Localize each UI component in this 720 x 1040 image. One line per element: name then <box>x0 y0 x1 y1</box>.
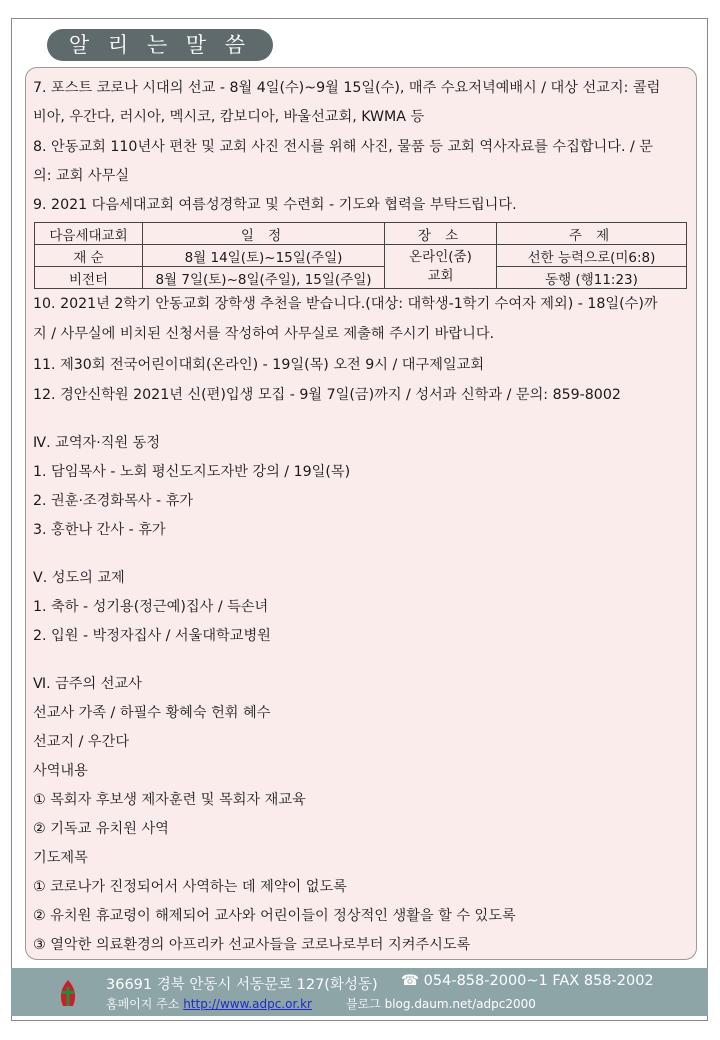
section-header: 알 리 는 말 씀 <box>47 29 273 61</box>
footer-contact <box>106 973 654 994</box>
place-line: 교회 <box>427 267 454 284</box>
table-cell: 동행 (행11:23) <box>497 267 687 289</box>
table-header: 주 제 <box>497 223 687 245</box>
homepage-label: 홈페이지 주소 <box>106 997 180 1011</box>
section-title: Ⅵ. 금주의 선교사 <box>33 676 142 692</box>
list-item: ② 유치원 휴교령이 해제되어 교사와 어린이들이 정상적인 생활을 할 수 있도록 <box>33 908 516 924</box>
table-cell: 비전터 <box>35 267 143 289</box>
footer-address: 36691 경북 안동시 서동문로 127(화성동) <box>106 977 378 993</box>
section-title: Ⅴ. 성도의 교제 <box>33 570 125 586</box>
notice-line: 8. 안동교회 110년사 편찬 및 교회 사진 전시를 위해 사진, 물품 등 교회 역사자료를 수집합니다. / 문 <box>33 139 653 155</box>
table-header: 다음세대교회 <box>35 223 143 245</box>
table-cell: 8월 14일(토)~15일(주일) <box>143 245 385 267</box>
list-item: ③ 열악한 의료환경의 아프리카 선교사들을 코로나로부터 지켜주시도록 <box>33 937 471 953</box>
footer <box>11 968 708 1016</box>
table-row <box>35 245 687 267</box>
table-cell: 재 순 <box>35 245 143 267</box>
list-item: 2. 권훈·조경화목사 - 휴가 <box>33 493 194 509</box>
homepage-link[interactable]: http://www.adpc.or.kr <box>183 997 312 1011</box>
church-logo-icon <box>53 978 83 1008</box>
list-item: ① 목회자 후보생 제자훈련 및 목회자 재교육 <box>33 792 306 808</box>
list-item: 선교사 가족 / 하필수 황혜숙 헌휘 혜수 <box>33 705 271 721</box>
table-cell: 선한 능력으로(미6:8) <box>497 245 687 267</box>
table-row <box>35 267 687 289</box>
list-item: 2. 입원 - 박정자집사 / 서울대학교병원 <box>33 628 271 644</box>
table-header: 일 정 <box>143 223 385 245</box>
notice-line: 비아, 우간다, 러시아, 멕시코, 캄보디아, 바울선교회, KWMA 등 <box>33 109 425 125</box>
list-item: 기도제목 <box>33 850 88 866</box>
list-item: 선교지 / 우간다 <box>33 734 130 750</box>
list-item: 1. 축하 - 성기용(정근예)집사 / 득손녀 <box>33 599 269 615</box>
list-item: ① 코로나가 진정되어서 사역하는 데 제약이 없도록 <box>33 879 347 895</box>
footer-phone: ☎ 054-858-2000~1 FAX 858-2002 <box>401 973 654 989</box>
notice-line: 11. 제30회 전국어린이대회(온라인) - 19일(목) 오전 9시 / 대구제일교회 <box>33 357 485 373</box>
notice-line: 지 / 사무실에 비치된 신청서를 작성하여 사무실로 제출해 주시기 바랍니다. <box>33 326 495 342</box>
list-item: 1. 담임목사 - 노회 평신도지도자반 강의 / 19일(목) <box>33 464 351 480</box>
table-cell: 8월 7일(토)~8일(주일), 15일(주일) <box>143 267 385 289</box>
footer-blog: 블로그 blog.daum.net/adpc2000 <box>346 997 536 1011</box>
table-header: 장 소 <box>385 223 497 245</box>
section-title: Ⅳ. 교역자·직원 동정 <box>33 435 161 451</box>
schedule-table <box>34 222 687 289</box>
footer-links <box>106 995 536 1012</box>
notice-line: 10. 2021년 2학기 안동교회 장학생 추천을 받습니다.(대상: 대학생-1학기 수여자 제외) - 18일(수)까 <box>33 296 658 312</box>
notice-line: 7. 포스트 코로나 시대의 선교 - 8월 4일(수)~9월 15일(수), 매주 수요저녁예배시 / 대상 선교지: 콜럼 <box>33 80 661 96</box>
list-item: 사역내용 <box>33 763 88 779</box>
notice-line: 의: 교회 사무실 <box>33 168 130 184</box>
list-item: ② 기독교 유치원 사역 <box>33 821 169 837</box>
notice-line: 12. 경안신학원 2021년 신(편)입생 모집 - 9월 7일(금)까지 / 성서과 신학과 / 문의: 859-8002 <box>33 387 621 403</box>
list-item: 3. 홍한나 간사 - 휴가 <box>33 522 166 538</box>
notice-line: 9. 2021 다음세대교회 여름성경학교 및 수련회 - 기도와 협력을 부탁드립니다. <box>33 197 517 213</box>
table-header-row <box>35 223 687 245</box>
place-line: 온라인(줌) <box>409 248 472 265</box>
table-cell-place <box>385 245 497 289</box>
